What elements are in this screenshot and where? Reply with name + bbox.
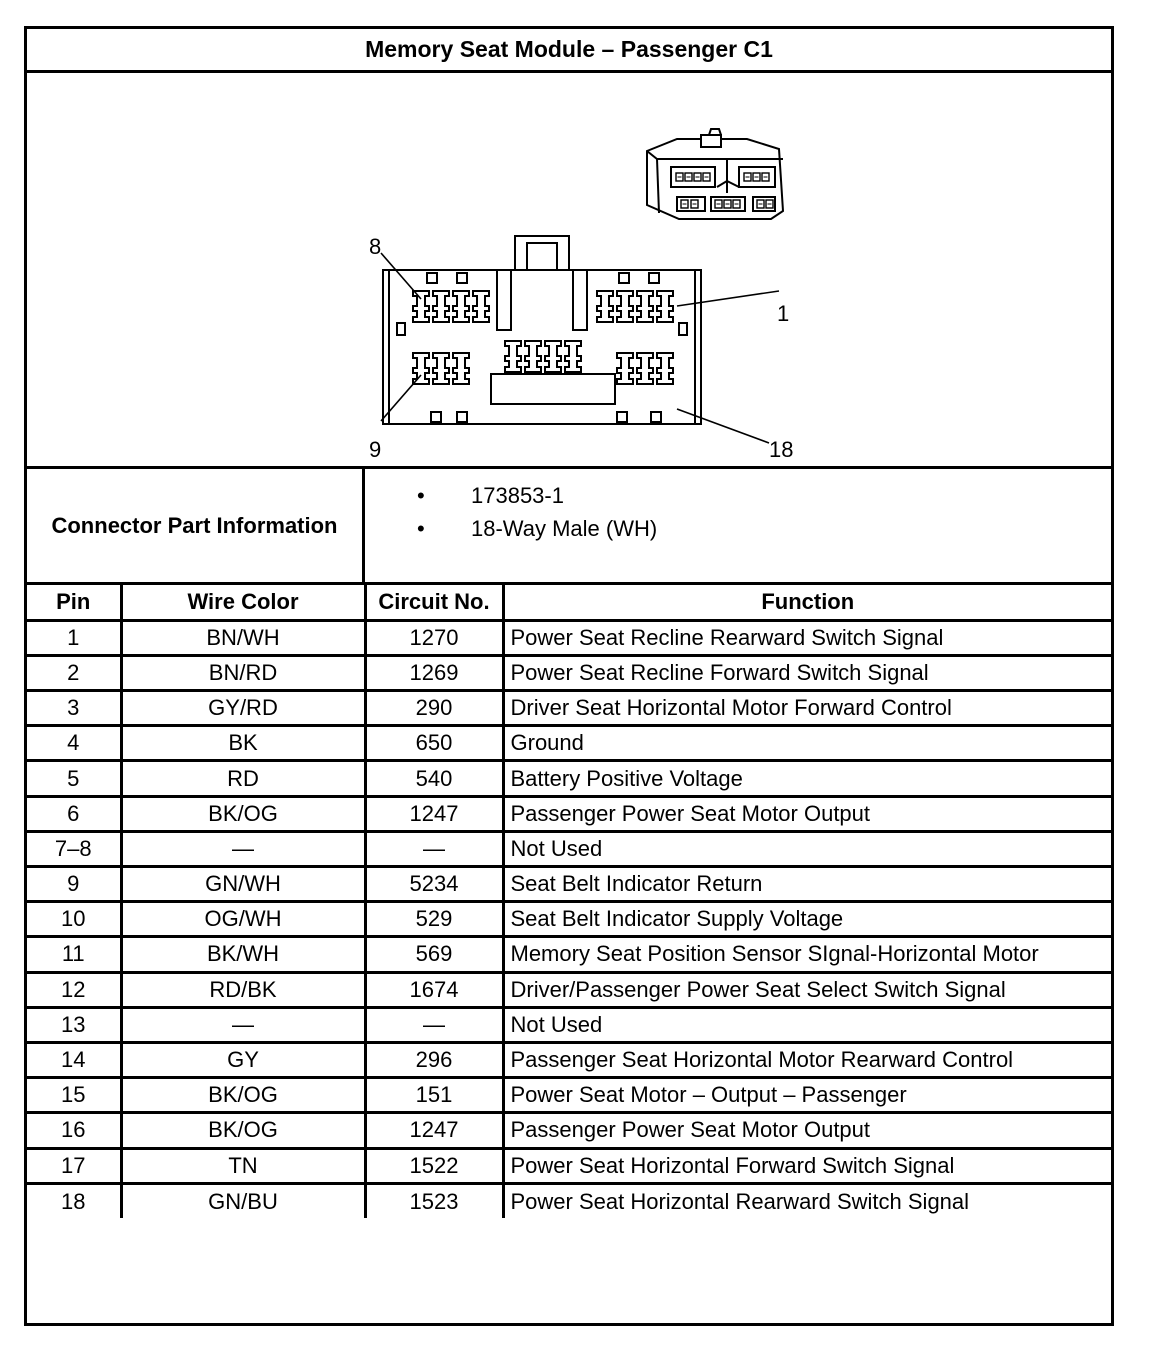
list-item <box>417 479 657 512</box>
circuit-cell: 540 <box>365 761 503 796</box>
wire-color-cell: TN <box>121 1148 365 1183</box>
wire-color-cell: BK/WH <box>121 937 365 972</box>
header-circuit-no: Circuit No. <box>365 585 503 620</box>
connector-sheet <box>24 26 1114 1326</box>
pin-cell: 3 <box>27 691 121 726</box>
pin-cell: 18 <box>27 1183 121 1218</box>
wire-color-cell: — <box>121 1007 365 1042</box>
circuit-cell: 151 <box>365 1078 503 1113</box>
pinout-table <box>27 585 1111 1218</box>
connector-part-information <box>27 469 1111 585</box>
function-cell: Power Seat Recline Forward Switch Signal <box>503 655 1111 690</box>
function-cell: Passenger Power Seat Motor Output <box>503 796 1111 831</box>
circuit-cell: 529 <box>365 902 503 937</box>
function-cell: Battery Positive Voltage <box>503 761 1111 796</box>
table-header-row <box>27 585 1111 620</box>
pin-cell: 15 <box>27 1078 121 1113</box>
table-row <box>27 655 1111 690</box>
circuit-cell: 1269 <box>365 655 503 690</box>
wire-color-cell: BK <box>121 726 365 761</box>
pin-cell: 7–8 <box>27 831 121 866</box>
function-cell: Passenger Seat Horizontal Motor Rearward Control <box>503 1042 1111 1077</box>
bullet-icon: • <box>417 516 425 541</box>
table-row <box>27 761 1111 796</box>
list-item <box>417 512 657 545</box>
wire-color-cell: BN/RD <box>121 655 365 690</box>
header-pin: Pin <box>27 585 121 620</box>
callout-pin-1: 1 <box>777 301 790 326</box>
pin-cell: 16 <box>27 1113 121 1148</box>
pin-cell: 17 <box>27 1148 121 1183</box>
function-cell: Not Used <box>503 1007 1111 1042</box>
circuit-cell: 569 <box>365 937 503 972</box>
wire-color-cell: GN/WH <box>121 867 365 902</box>
function-cell: Driver Seat Horizontal Motor Forward Control <box>503 691 1111 726</box>
pin-cell: 12 <box>27 972 121 1007</box>
part-number: 173853-1 <box>471 483 564 508</box>
bullet-icon: • <box>417 483 425 508</box>
table-row <box>27 620 1111 655</box>
connector-face-view <box>383 236 701 424</box>
function-cell: Seat Belt Indicator Return <box>503 867 1111 902</box>
table-row <box>27 1078 1111 1113</box>
callout-pin-9: 9 <box>369 437 382 462</box>
function-cell: Power Seat Horizontal Forward Switch Signal <box>503 1148 1111 1183</box>
wire-color-cell: BK/OG <box>121 796 365 831</box>
circuit-cell: 296 <box>365 1042 503 1077</box>
table-row <box>27 972 1111 1007</box>
table-row <box>27 937 1111 972</box>
pin-cell: 2 <box>27 655 121 690</box>
function-cell: Memory Seat Position Sensor SIgnal-Horizontal Motor <box>503 937 1111 972</box>
table-row <box>27 867 1111 902</box>
pin-cell: 5 <box>27 761 121 796</box>
pin-cell: 13 <box>27 1007 121 1042</box>
function-cell: Passenger Power Seat Motor Output <box>503 1113 1111 1148</box>
function-cell: Ground <box>503 726 1111 761</box>
wire-color-cell: GY/RD <box>121 691 365 726</box>
circuit-cell: 1247 <box>365 796 503 831</box>
circuit-cell: — <box>365 1007 503 1042</box>
circuit-cell: 1674 <box>365 972 503 1007</box>
table-row <box>27 1042 1111 1077</box>
table-row <box>27 902 1111 937</box>
connector-part-list <box>417 479 657 545</box>
pin-cell: 9 <box>27 867 121 902</box>
table-row <box>27 1113 1111 1148</box>
table-row <box>27 796 1111 831</box>
table-row <box>27 1007 1111 1042</box>
table-row <box>27 1148 1111 1183</box>
wire-color-cell: BK/OG <box>121 1078 365 1113</box>
pin-cell: 4 <box>27 726 121 761</box>
connector-drawing <box>27 73 1111 466</box>
page-title: Memory Seat Module – Passenger C1 <box>27 29 1111 73</box>
pin-cell: 1 <box>27 620 121 655</box>
pin-cell: 10 <box>27 902 121 937</box>
function-cell: Power Seat Recline Rearward Switch Signal <box>503 620 1111 655</box>
wire-color-cell: OG/WH <box>121 902 365 937</box>
function-cell: Power Seat Motor – Output – Passenger <box>503 1078 1111 1113</box>
table-row <box>27 1183 1111 1218</box>
table-row <box>27 831 1111 866</box>
function-cell: Not Used <box>503 831 1111 866</box>
pinout-table-body <box>27 620 1111 1218</box>
function-cell: Power Seat Horizontal Rearward Switch Signal <box>503 1183 1111 1218</box>
circuit-cell: 1270 <box>365 620 503 655</box>
function-cell: Seat Belt Indicator Supply Voltage <box>503 902 1111 937</box>
callout-pin-18: 18 <box>769 437 794 462</box>
connector-type: 18-Way Male (WH) <box>471 516 658 541</box>
pin-cell: 6 <box>27 796 121 831</box>
table-row <box>27 726 1111 761</box>
circuit-cell: 1247 <box>365 1113 503 1148</box>
wire-color-cell: BK/OG <box>121 1113 365 1148</box>
callout-pin-8: 8 <box>369 234 382 259</box>
table-row <box>27 691 1111 726</box>
wire-color-cell: RD/BK <box>121 972 365 1007</box>
wire-color-cell: GY <box>121 1042 365 1077</box>
wire-color-cell: — <box>121 831 365 866</box>
header-wire-color: Wire Color <box>121 585 365 620</box>
circuit-cell: 650 <box>365 726 503 761</box>
connector-part-information-label: Connector Part Information <box>27 469 365 582</box>
wire-color-cell: RD <box>121 761 365 796</box>
connector-diagram <box>27 73 1111 469</box>
circuit-cell: 5234 <box>365 867 503 902</box>
function-cell: Driver/Passenger Power Seat Select Switch Signal <box>503 972 1111 1007</box>
pin-cell: 14 <box>27 1042 121 1077</box>
pin-cell: 11 <box>27 937 121 972</box>
circuit-cell: 290 <box>365 691 503 726</box>
circuit-cell: 1523 <box>365 1183 503 1218</box>
wire-color-cell: BN/WH <box>121 620 365 655</box>
circuit-cell: 1522 <box>365 1148 503 1183</box>
circuit-cell: — <box>365 831 503 866</box>
header-function: Function <box>503 585 1111 620</box>
wire-color-cell: GN/BU <box>121 1183 365 1218</box>
